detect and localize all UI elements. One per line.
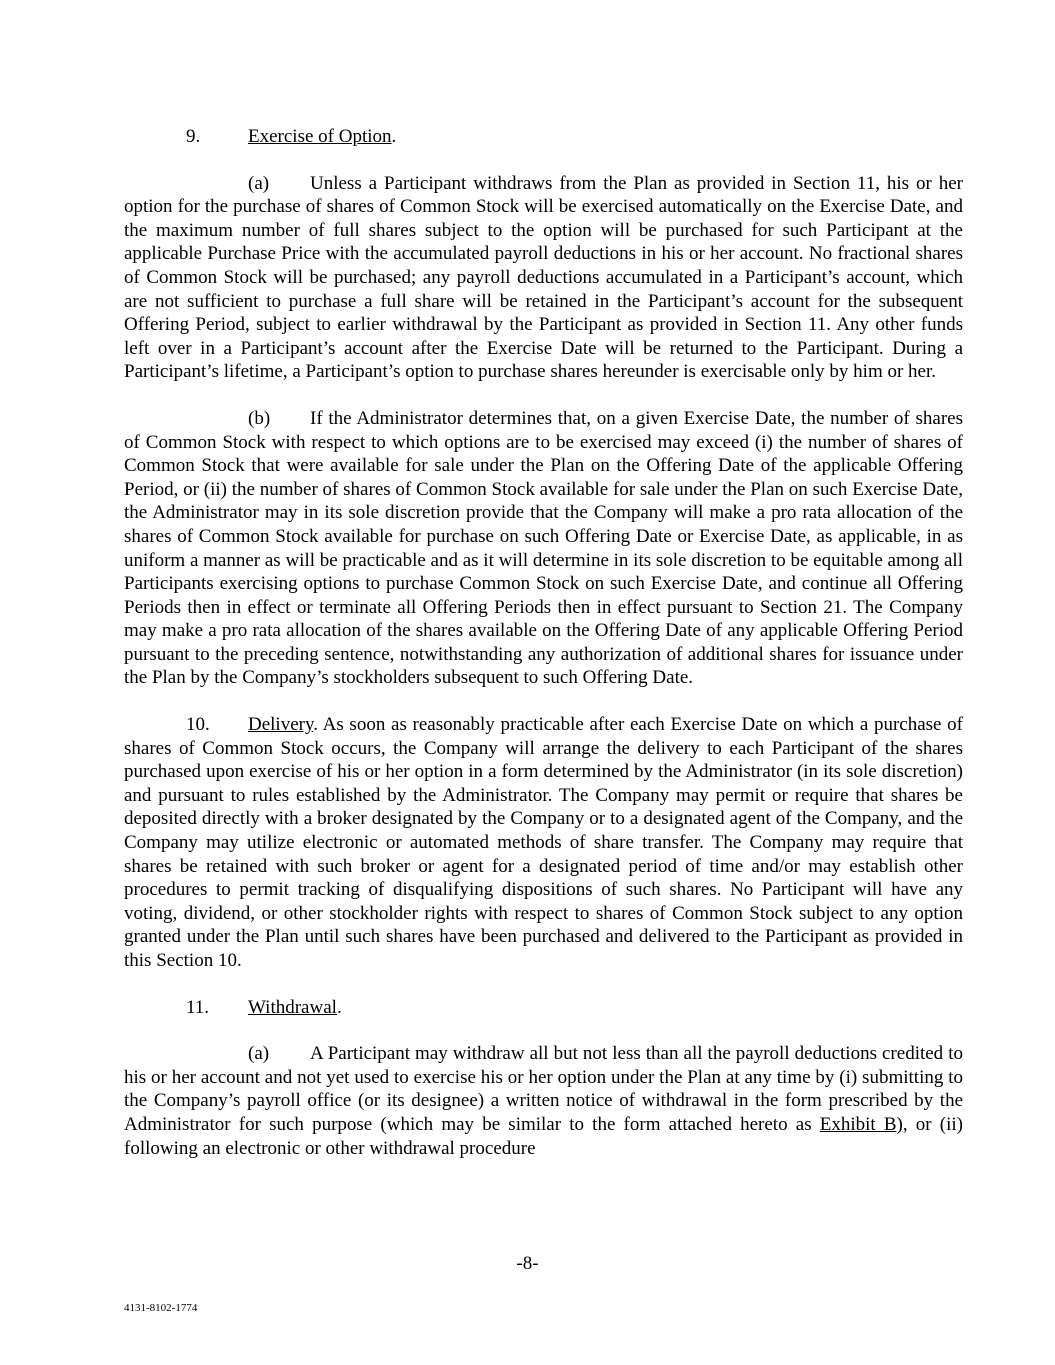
section-9b-paragraph [124, 407, 963, 690]
section-9-heading [186, 125, 963, 149]
section-9a-text: Unless a Participant withdraws from the Plan as provided in Section 11, his or her option for the purchase of shares of Common Stock will be exercised automatically on the Exercise Date, and the maximum number of full shares subject to the option will be purchased for such Participant at the applicable Purchase Price with the accumulated payroll deductions in his or her account. No fractional shares of Common Stock will be purchased; any payroll deductions accumulated in a Participant’s account, which are not sufficient to purchase a full share will be retained in the Participant’s account for the subsequent Offering Period, subject to earlier withdrawal by the Participant as provided in Section 11. Any other funds left over in a Participant’s account after the Exercise Date will be returned to the Participant. During a Participant’s lifetime, a Participant’s option to purchase shares hereunder is exercisable only by him or her. [124, 172, 963, 383]
section-11-number: 11. [186, 996, 210, 1018]
section-11a-text-after: , or (ii) following an electronic or other withdrawal procedure [124, 1113, 963, 1159]
exhibit-b-link: Exhibit B) [819, 1113, 903, 1135]
section-11-title-punct: . [336, 996, 342, 1018]
section-10-paragraph [124, 713, 963, 973]
section-9a-paragraph [124, 172, 963, 384]
section-10-title: Delivery [248, 714, 314, 736]
section-10-text: As soon as reasonably practicable after each Exercise Date on which a purchase of shares of Common Stock occurs, the Company will arrange the delivery to each Participant of the shares purchased upon exercise of his or her option in a form determined by the Administrator (in its sole discretion) and pursuant to rules established by the Administrator. The Company may permit or require that shares be deposited directly with a broker designated by the Company or to a designated agent of the Company, and the Company may utilize electronic or automated methods of share transfer. The Company may require that shares be retained with such broker or agent for a designated period of time and/or may establish other procedures to permit tracking of disqualifying dispositions of such shares. No Participant will have any voting, dividend, or other stockholder rights with respect to shares of Common Stock subject to any option granted under the Plan until such shares have been purchased and delivered to the Participant as provided in this Section 10. [124, 714, 963, 971]
section-11a-text-before: A Participant may withdraw all but not less than all the payroll deductions credited to his or her account and not yet used to exercise his or her option under the Plan at any time by (i) submitting to the Company’s payroll office (or its designee) a written notice of withdrawal in the form prescribed by the Administrator for such purpose (which may be similar to the form attached hereto as [124, 1043, 963, 1135]
section-9b-label: (b) [248, 407, 271, 429]
section-10-title-punct: . [313, 714, 318, 736]
section-11-heading [186, 996, 963, 1020]
section-9-number: 9. [186, 126, 201, 147]
page-number: -8- [516, 1253, 539, 1274]
document-id: 4131-8102-1774 [124, 1302, 198, 1314]
section-9b-text: If the Administrator determines that, on a given Exercise Date, the number of shares of Common Stock with respect to which options are to be exercised may exceed (i) the number of shares of Common Stock that were available for sale under the Plan on the Offering Date of the applicable Offering Period, or (ii) the number of shares of Common Stock available for sale under the Plan on such Exercise Date, the Administrator may in its sole discretion provide that the Company will make a pro rata allocation of the shares of Common Stock available for purchase on such Offering Date or Exercise Date, as applicable, in as uniform a manner as will be practicable and as it will determine in its sole discretion to be equitable among all Participants exercising options to purchase Common Stock on such Exercise Date, and continue all Offering Periods then in effect or terminate all Offering Periods then in effect pursuant to Section 21. The Company may make a pro rata allocation of the shares available on the Offering Date of any applicable Offering Period pursuant to the preceding sentence, notwithstanding any authorization of additional shares for issuance under the Plan by the Company’s stockholders subsequent to such Offering Date. [124, 407, 963, 689]
section-10-number: 10. [186, 714, 210, 736]
section-9-title: Exercise of Option [248, 126, 392, 147]
section-11a-label: (a) [248, 1043, 270, 1065]
section-9a-label: (a) [248, 172, 270, 194]
section-9-title-punct: . [391, 126, 397, 147]
section-11a-paragraph [124, 1042, 963, 1160]
section-11-title: Withdrawal [248, 996, 337, 1018]
document-body [124, 125, 963, 1160]
